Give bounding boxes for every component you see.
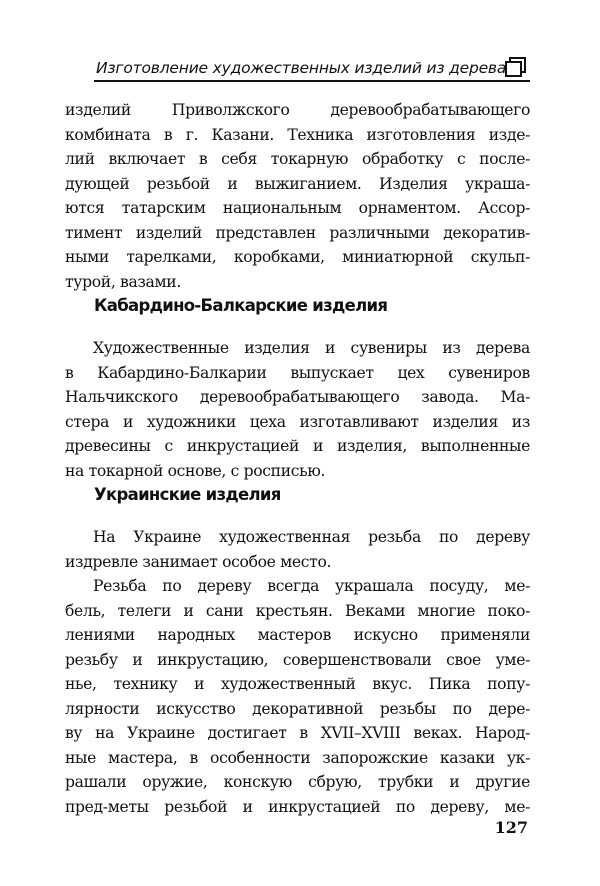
- section-heading-kabardino-balkarian: Кабардино-Балкарские изделия: [94, 296, 388, 315]
- paragraph-line: лениями народных мастеров искусно применяли: [65, 626, 530, 644]
- paragraph-line: тимент изделий представлен различными декоратив-: [65, 223, 530, 242]
- paragraph-line: ву на Украине достигает в XVII–XVIII веках. Народ-: [65, 724, 530, 742]
- paragraph-line: лий включает в себя токарную обработку с после-: [65, 150, 530, 168]
- paragraph-line: Художественные изделия и сувениры из дерева: [93, 339, 530, 357]
- paragraph-line: Резьба по дереву всегда украшала посуду, ме-: [93, 577, 530, 595]
- paragraph-line: комбината в г. Казани. Техника изготовления изде-: [65, 125, 530, 144]
- paragraph-line: ными тарелками, коробками, миниатюрной скульп-: [65, 248, 530, 266]
- paragraph-line: издревле занимает особое место.: [65, 552, 332, 571]
- paragraph-line: На Украине художественная резьба по дереву: [93, 528, 530, 546]
- paragraph-2: [65, 336, 530, 483]
- paragraph-line: лярности искусство декоративной резьбы по дере-: [65, 699, 530, 718]
- paragraph-line: турой, вазами.: [65, 272, 181, 291]
- paragraph-line: стера и художники цеха изготавливают изделия из: [65, 412, 530, 431]
- paragraph-line: дующей резьбой и выжиганием. Изделия украша-: [65, 174, 530, 193]
- paragraph-line: резьбу и инкрустацию, совершенствовали свое уме-: [65, 650, 530, 669]
- book-icon: [504, 56, 528, 78]
- paragraph-line: пред-меты резьбой и инкрустацией по дереву, ме-: [65, 797, 530, 816]
- paragraph-line: в Кабардино-Балкарии выпускает цех сувениров: [65, 363, 530, 382]
- paragraph-line: ются татарским национальным орнаментом. Ассор-: [65, 199, 530, 217]
- paragraph-line: ные мастера, в особенности запорожские казаки ук-: [65, 748, 530, 767]
- paragraph-line: изделий Приволжского деревообрабатывающего: [65, 101, 530, 119]
- page-number: 127: [494, 818, 528, 837]
- paragraph-line: бель, телеги и сани крестьян. Веками многие поко-: [65, 601, 530, 620]
- paragraph-line: рашали оружие, конскую сбрую, трубки и другие: [65, 773, 530, 791]
- running-head-title: Изготовление художественных изделий из дерева: [96, 59, 507, 77]
- paragraph-line: нье, технику и художественный вкус. Пика попу-: [65, 675, 530, 693]
- paragraph-line: Нальчикского деревообрабатывающего завода. Ма-: [65, 388, 530, 406]
- paragraph-line: древесины с инкрустацией и изделия, выполненные: [65, 437, 530, 455]
- running-head: [94, 50, 530, 82]
- paragraph-line: на токарной основе, с росписью.: [65, 461, 326, 480]
- paragraph-3: [65, 525, 530, 574]
- paragraph-4: [65, 574, 530, 819]
- paragraph-1: [65, 98, 530, 294]
- section-heading-ukrainian: Украинские изделия: [94, 485, 281, 504]
